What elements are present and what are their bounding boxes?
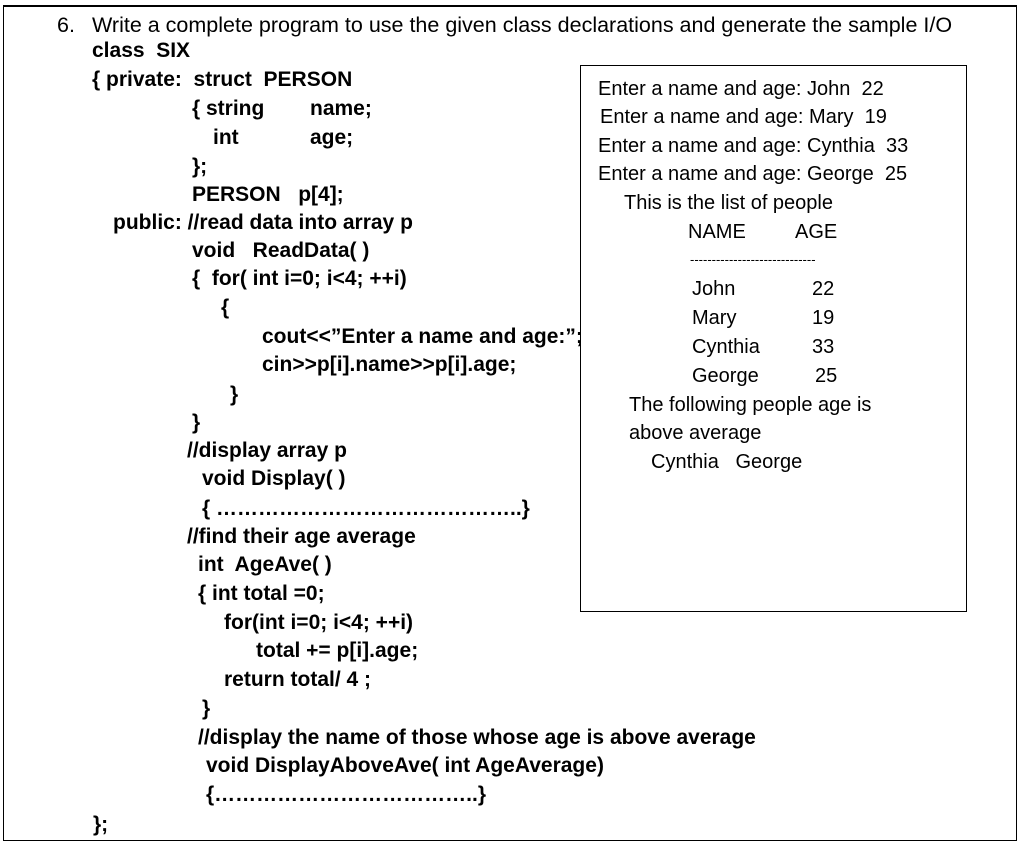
code-line: //display array p: [187, 439, 347, 462]
io-row-name: John: [692, 278, 736, 300]
code-line: return total/ 4 ;: [224, 668, 372, 691]
code-line: }: [202, 697, 211, 720]
io-row-age: 19: [812, 307, 835, 329]
code-line: { int total =0;: [198, 582, 325, 605]
code-line: };: [192, 155, 208, 178]
code-line: //display the name of those whose age is above average: [198, 726, 756, 749]
io-row-name: George: [692, 365, 759, 387]
code-line: name;: [310, 97, 372, 120]
code-line: }: [230, 383, 239, 406]
code-line: public: //read data into array p: [113, 211, 413, 234]
io-list-title: This is the list of people: [624, 192, 833, 214]
code-line: for(int i=0; i<4; ++i): [224, 611, 414, 634]
code-line: cout<<”Enter a name and age:”;: [262, 325, 583, 348]
code-line: }: [192, 411, 201, 434]
code-line: int: [213, 126, 239, 149]
code-line: total += p[i].age;: [256, 639, 419, 662]
code-line: age;: [310, 126, 354, 149]
code-line: PERSON p[4];: [192, 183, 344, 206]
io-above-names: Cynthia George: [651, 451, 803, 473]
io-row-age: 22: [812, 278, 835, 300]
code-line: //find their age average: [187, 525, 416, 548]
code-line: void DisplayAboveAve( int AgeAverage): [206, 754, 604, 777]
code-line: { string: [192, 97, 265, 120]
io-row-name: Cynthia: [692, 336, 760, 358]
io-header-name: NAME: [688, 221, 746, 243]
code-line: class SIX: [92, 39, 191, 62]
io-prompt-line: Enter a name and age: Mary 19: [600, 106, 887, 128]
io-above-text: above average: [629, 422, 762, 444]
io-above-text: The following people age is: [629, 394, 872, 416]
code-line: int AgeAve( ): [198, 553, 332, 576]
io-row-age: 25: [815, 365, 838, 387]
io-prompt-line: Enter a name and age: Cynthia 33: [598, 135, 909, 157]
io-prompt-line: Enter a name and age: John 22: [598, 78, 884, 100]
code-line: void ReadData( ): [192, 239, 370, 262]
io-row-age: 33: [812, 336, 835, 358]
code-line: {………………………………..}: [206, 783, 487, 806]
code-line: { for( int i=0; i<4; ++i): [192, 267, 407, 290]
io-row-name: Mary: [692, 307, 737, 329]
code-line: cin>>p[i].name>>p[i].age;: [262, 353, 517, 376]
code-line: { private: struct PERSON: [92, 68, 353, 91]
question-text: Write a complete program to use the given class declarations and generate the sample I/O: [92, 13, 953, 37]
question-number: 6.: [57, 13, 75, 37]
io-prompt-line: Enter a name and age: George 25: [598, 163, 908, 185]
io-divider: -----------------------------: [690, 252, 816, 267]
code-line: void Display( ): [202, 467, 346, 490]
code-line: {: [221, 296, 230, 319]
code-line: };: [93, 813, 109, 836]
code-line: { ……………………………………..}: [202, 497, 530, 520]
io-header-age: AGE: [795, 221, 838, 243]
